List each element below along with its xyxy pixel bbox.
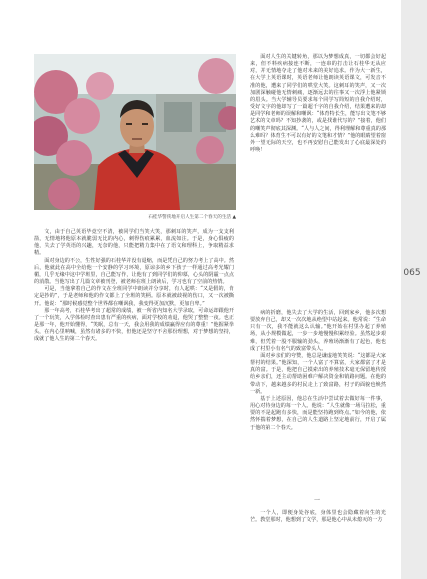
page-side-strip xyxy=(401,0,427,579)
text-column-right-top xyxy=(250,54,386,154)
paragraph: 面对身边的不公，生性好强的石桂华并没有退缩，而是凭自己的努力考上了高中。然后，他就此在高中全给他一个安静的学习环境，原谅多的乡下孩子一样通过高考光耀门楣，几乎无缘中这中学班里，自己能写作，让他有了到同学们的仰慕，心头的阴霾一点点的消散。当他写出了几篇文章被刊登，被老师在班上朗读后，学习也有了空前的热情。 xyxy=(34,257,234,286)
paragraph: 面对乡亲们的夸赞，他总是谦虚地笑笑说：“这都是大家帮衬的结果。”他深知，一个人富了不算富，大家都富了才是真的富。于是，他把自己摸索出的养殖技术毫无保留地传授给乡亲们，还主动帮助困难户解决资金和销路问题。在他的带动下，越来越多的村民走上了致富路，村子的面貌也焕然一新。 xyxy=(250,352,386,395)
paragraph: 病的折磨，他失去了大学的生活，回到家乡，他多次想要放弃自己，却又一次次地从绝望中站起来。他常说：“生命只有一次，我不能就这么认输。”他开始在村里办起了养殖场，从小规模做起，一步一步地慢慢积累经验。虽然起步艰难，但凭着一股不服输的劲头，养殖场渐渐有了起色，他也成了村里小有名气的致富带头人。 xyxy=(250,310,386,352)
paragraph: 文，由于自己英语毕竟空不清，被同学们当笑大笑，那刺耳的笑声，成为一支支利箭，无情地将他原本就脆弱无比的内心，刺得伤痕累累，血流如注。于是，身心俱疲的他，失去了学英语的兴趣，无奈的他，只能把精力集中在了语文和理科上，争取精益求精。 xyxy=(34,229,234,257)
portrait-photo xyxy=(34,54,236,210)
paragraph: 一个人，即便身处谷底，身体里也会隐藏着向生的光芒。教堂那时，他想到了文学，那是他心中从未熄灭的一方 xyxy=(250,510,386,524)
paragraph: 可是，当他拿着自己的作文在全班同学中朗读并分享时，有人起哄：“又是假的，肯定是抄的”，于是老师和他的作文都上了全班的笑柄。原本就被歧视的伤口，又一次被撕开。他说：“那时候感觉整个世界都在嘲讽我，我变得更加沉默，更加自卑。” xyxy=(34,286,234,307)
text-column-left-bottom xyxy=(34,229,234,344)
text-column-right-bottom xyxy=(250,310,386,432)
paragraph: 那一年高考，石桂华考出了超常的成绩，被一所省内知名大学录取，可命运却跟他开了一个玩笑，入学体检时查出患有严重的疾病，面对学校的劝退，他哭了整整一夜。也正是那一年，他开始懂得，“笑眠，总有一天，我会用我的成绩赢得应有的尊重！”他握紧拳头，在内心里呐喊，虽然有诸多的不快，但他还是坚守不舍那份理想，对于梦想的坚持，成就了他人生的第二个春天。 xyxy=(34,307,234,343)
text-column-right-end xyxy=(250,510,386,524)
photo-caption: 石桂华警侠地开启人生第二个春天的生活 ▲ xyxy=(148,215,236,220)
page-number: 065 xyxy=(403,268,421,278)
paragraph: 基于上述原因，他总在生活中尝试着去做好每一件事，用心对待身边的每一个人。他说：“人生就像一场马拉松，重要的不是起跑有多快，而是能坚持跑到终点。”如今的他，依然怀揣着梦想，在自己的人生道路上坚定地前行，开启了属于他的第二个春天。 xyxy=(250,395,386,431)
paragraph: 面对人生的关键转角，那以为梦想成真，一切都会好起来，但不料疾病接连不断，一连串的打击让石桂华无从应对，并无情地夺走了他对未来的美好追求。作为大一新生，在大学上英语课时，英语老师让他朗读英语课文，可发音不准的他，遭来了同学们的哄堂大笑。这刺耳的笑声，又一次加剧深触碰他无情刺痛，逐渐远去的往事又一次浮上他紧锁的眉头。当大学辅导员要求每个同学写简短的自我介绍时，受好文字的他却写了一篇超千字的自我介绍，结果遭来的却是同学和老师的误解和嘲讽：“体育特长生，能写出文笔不够艺术的文章吗？不知抄袭的，或是找谁代写的？”接着，他们的嘲笑声彻底其深渊。“人与人之间，得利理解和尊重真的那么难吗？体育生不可以有好的文笔和才情？”他的眼睛望着窗外一望无际的天空，也不再安慰自己能发出了心底最深处的呼唤！ xyxy=(250,54,386,154)
section-number: 一 xyxy=(313,497,322,504)
